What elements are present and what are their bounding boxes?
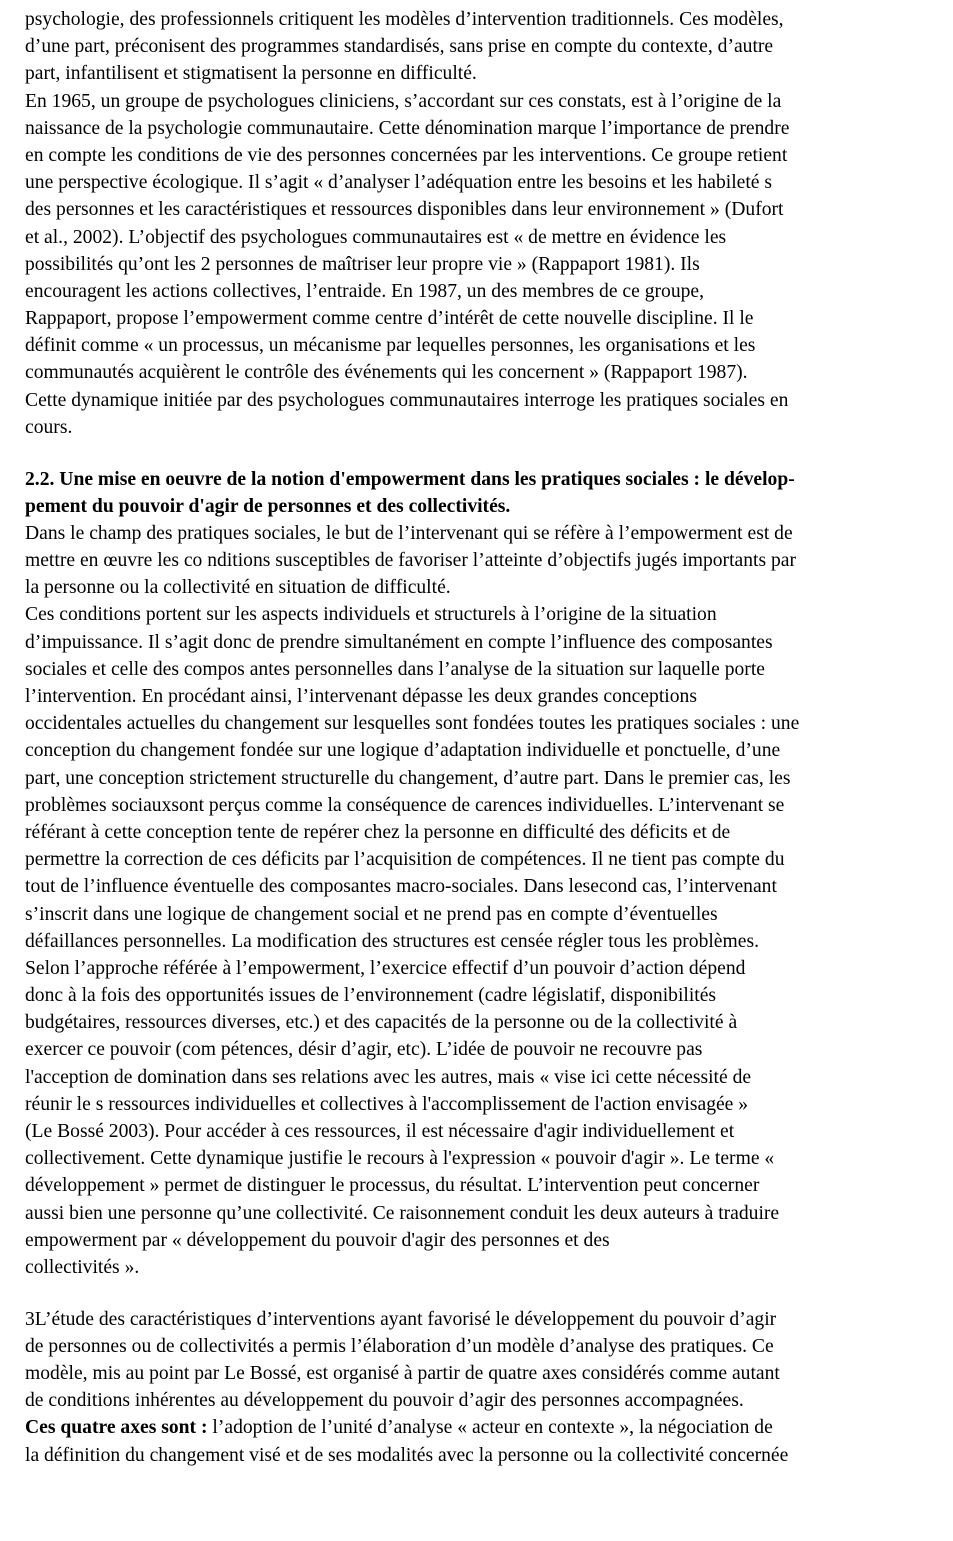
- text-line: [25, 1414, 953, 1441]
- text-line: (Le Bossé 2003). Pour accéder à ces ressources, il est nécessaire d'agir individuellement et: [25, 1121, 735, 1142]
- text-line: des personnes et les caractéristiques et ressources disponibles dans leur environnement » (Dufort: [25, 199, 784, 221]
- text-line: 3L’étude des caractéristiques d’interventions ayant favorisé le développement du pouvoir d’agir: [25, 1308, 777, 1330]
- text-line: la personne ou la collectivité en situation de difficulté.: [25, 577, 451, 599]
- text-line: occidentales actuelles du changement sur lesquelles sont fondées toutes les pratiques sociales : une: [25, 713, 800, 735]
- text-line: en compte les conditions de vie des personnes concernées par les interventions. Ce groupe retient: [25, 144, 788, 166]
- text-line: cours.: [25, 416, 73, 438]
- text-line: défaillances personnelles. La modification des structures est censée régler tous les problèmes.: [25, 930, 759, 952]
- text-line: collectivement. Cette dynamique justifie le recours à l'expression « pouvoir d'agir ». Le terme «: [25, 1148, 775, 1170]
- text-line: Dans le champ des pratiques sociales, le but de l’intervenant qui se réfère à l’empowerment est de: [25, 522, 793, 544]
- text-line: définit comme « un processus, un mécanisme par lequelles personnes, les organisations et les: [25, 335, 756, 357]
- text-line: d’impuissance. Il s’agit donc de prendre simultanément en compte l’influence des composantes: [25, 631, 773, 653]
- paragraph-spacer: [25, 441, 953, 466]
- text-line: budgétaires, ressources diverses, etc.) et des capacités de la personne ou de la collectivité à: [25, 1012, 738, 1034]
- text-line: En 1965, un groupe de psychologues cliniciens, s’accordant sur ces constats, est à l’origine de la: [25, 90, 782, 112]
- text-line: une perspective écologique. Il s’agit « d’analyser l’adéquation entre les besoins et les habileté s: [25, 172, 773, 194]
- axes-lead-rest: l’adoption de l’unité d’analyse « acteur en contexte », la négociation de: [207, 1417, 773, 1439]
- text-line: Ces conditions portent sur les aspects individuels et structurels à l’origine de la situation: [25, 604, 717, 626]
- text-line: aussi bien une personne qu’une collectivité. Ce raisonnement conduit les deux auteurs à traduire: [25, 1202, 780, 1224]
- text-line: d’une part, préconisent des programmes standardisés, sans prise en compte du contexte, d’autre: [25, 36, 774, 58]
- text-line: Rappaport, propose l’empowerment comme centre d’intérêt de cette nouvelle discipline. Il le: [25, 308, 754, 330]
- paragraph-modele-analyse: [25, 1306, 953, 1469]
- text-line: référant à cette conception tente de repérer chez la personne en difficulté des déficits et de: [25, 821, 731, 843]
- text-line: permettre la correction de ces déficits par l’acquisition de compétences. Il ne tient pas compte du: [25, 849, 785, 871]
- text-line: tout de l’influence éventuelle des composantes macro-sociales. Dans lesecond cas, l’intervenant: [25, 876, 777, 898]
- text-line: développement » permet de distinguer le processus, du résultat. L’intervention peut concerner: [25, 1175, 760, 1197]
- section-heading: pement du pouvoir d'agir de personnes et des collectivités.: [25, 495, 511, 517]
- text-line: naissance de la psychologie communautaire. Cette dénomination marque l’importance de prendre: [25, 117, 790, 139]
- text-line: mettre en œuvre les co nditions susceptibles de favoriser l’atteinte d’objectifs jugés importants par: [25, 550, 797, 572]
- paragraph-spacer: [25, 1281, 953, 1306]
- text-line: l'acception de domination dans ses relations avec les autres, mais « vise ici cette nécessité de: [25, 1066, 752, 1088]
- section-2-2: [25, 466, 953, 602]
- paragraph-psychologie-communautaire: [25, 88, 953, 441]
- section-heading: 2.2. Une mise en oeuvre de la notion d'empowerment dans les pratiques sociales : le dévelop-: [25, 468, 795, 490]
- text-line: de personnes ou de collectivités a permis l’élaboration d’un modèle d’analyse des pratiques. Ce: [25, 1335, 774, 1357]
- paragraph-intro: [25, 6, 953, 88]
- text-line: l’intervention. En procédant ainsi, l’intervenant dépasse les deux grandes conceptions: [25, 686, 697, 707]
- text-line: sociales et celle des compos antes personnelles dans l’analyse de la situation sur laquelle porte: [25, 658, 765, 680]
- text-line: modèle, mis au point par Le Bossé, est organisé à partir de quatre axes considérés comme autant: [25, 1363, 780, 1384]
- text-line: de conditions inhérentes au développement du pouvoir d’agir des personnes accompagnées.: [25, 1390, 744, 1412]
- text-line: empowerment par « développement du pouvoir d'agir des personnes et des: [25, 1229, 610, 1251]
- document-page: [25, 6, 953, 1469]
- paragraph-conditions: [25, 601, 953, 1281]
- text-line: la définition du changement visé et de ses modalités avec la personne ou la collectivité concernée: [25, 1444, 789, 1466]
- text-line: part, infantilisent et stigmatisent la personne en difficulté.: [25, 63, 477, 85]
- text-line: part, une conception strictement structurelle du changement, d’autre part. Dans le premier cas, les: [25, 767, 791, 789]
- text-line: réunir le s ressources individuelles et collectives à l'accomplissement de l'action envisagée »: [25, 1093, 749, 1115]
- text-line: et al., 2002). L’objectif des psychologues communautaires est « de mettre en évidence les: [25, 226, 727, 248]
- axes-lead-in: Ces quatre axes sont :: [25, 1417, 208, 1439]
- text-line: conception du changement fondée sur une logique d’adaptation individuelle et ponctuelle, d’une: [25, 740, 781, 762]
- text-line: psychologie, des professionnels critiquent les modèles d’intervention traditionnels. Ces modèles,: [25, 9, 784, 30]
- text-line: Selon l’approche référée à l’empowerment, l’exercice effectif d’un pouvoir d’action dépend: [25, 957, 746, 979]
- text-line: s’inscrit dans une logique de changement social et ne prend pas en compte d’éventuelles: [25, 903, 718, 925]
- text-line: collectivités ».: [25, 1256, 140, 1278]
- text-line: problèmes sociauxsont perçus comme la conséquence de carences individuelles. L’intervenant se: [25, 794, 785, 816]
- text-line: communautés acquièrent le contrôle des événements qui les concernent » (Rappaport 1987).: [25, 362, 748, 384]
- text-line: Cette dynamique initiée par des psychologues communautaires interroge les pratiques sociales en: [25, 389, 789, 411]
- text-line: possibilités qu’ont les 2 personnes de maîtriser leur propre vie » (Rappaport 1981). Ils: [25, 253, 700, 275]
- text-line: encouragent les actions collectives, l’entraide. En 1987, un des membres de ce groupe,: [25, 280, 705, 302]
- text-line: exercer ce pouvoir (com pétences, désir d’agir, etc). L’idée de pouvoir ne recouvre pas: [25, 1039, 703, 1061]
- text-line: donc à la fois des opportunités issues de l’environnement (cadre législatif, disponibilités: [25, 985, 717, 1007]
